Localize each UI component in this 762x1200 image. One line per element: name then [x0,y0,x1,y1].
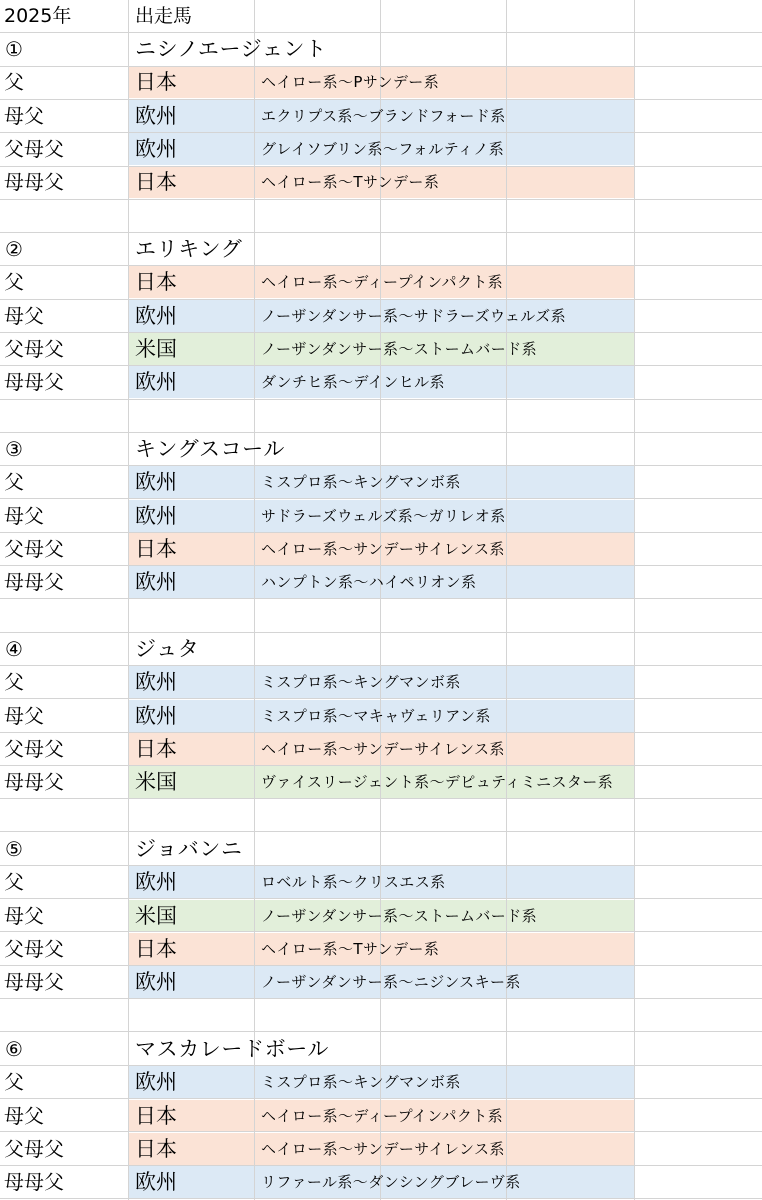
region-cell[interactable]: 日本 [135,270,177,294]
header-year-cell[interactable]: 2025年 [4,5,72,27]
pedigree-position-cell[interactable]: 母母父 [4,570,64,594]
row-gridline [0,1031,762,1032]
region-cell[interactable]: 欧州 [135,304,177,328]
sire-line-cell[interactable]: ヘイロー系～サンデーサイレンス系 [261,540,505,558]
row-gridline [0,632,762,633]
pedigree-position-cell[interactable]: 母父 [4,904,44,928]
horse-number-cell[interactable]: ④ [5,637,23,661]
region-cell[interactable]: 欧州 [135,370,177,394]
pedigree-position-cell[interactable]: 母母父 [4,1170,64,1194]
horse-name-cell[interactable]: ジョバンニ [135,837,243,861]
pedigree-position-cell[interactable]: 父母父 [4,137,64,161]
pedigree-position-cell[interactable]: 母母父 [4,770,64,794]
pedigree-position-cell[interactable]: 父母父 [4,937,64,961]
row-gridline [0,432,762,433]
horse-name-cell[interactable]: ニシノエージェント [135,37,327,61]
pedigree-position-cell[interactable]: 母母父 [4,970,64,994]
row-gridline [0,831,762,832]
sire-line-cell[interactable]: ノーザンダンサー系～サドラーズウェルズ系 [261,307,567,325]
pedigree-position-cell[interactable]: 母父 [4,304,44,328]
pedigree-position-cell[interactable]: 母父 [4,1104,44,1128]
region-cell[interactable]: 米国 [135,904,177,928]
pedigree-position-cell[interactable]: 父 [4,870,24,894]
region-cell[interactable]: 欧州 [135,670,177,694]
sire-line-cell[interactable]: ロベルト系～クリスエス系 [261,873,446,891]
region-cell[interactable]: 日本 [135,937,177,961]
horse-number-cell[interactable]: ① [5,37,23,61]
pedigree-position-cell[interactable]: 父母父 [4,1137,64,1161]
region-cell[interactable]: 日本 [135,537,177,561]
sire-line-cell[interactable]: グレイソブリン系～フォルティノ系 [261,140,505,158]
pedigree-position-cell[interactable]: 父 [4,470,24,494]
sire-line-cell[interactable]: ヘイロー系～Pサンデー系 [261,73,440,91]
sire-line-cell[interactable]: ヘイロー系～ディープインパクト系 [261,1107,504,1125]
region-cell[interactable]: 日本 [135,1104,177,1128]
region-cell[interactable]: 日本 [135,737,177,761]
sire-line-cell[interactable]: ノーザンダンサー系～ストームバード系 [261,340,538,358]
pedigree-position-cell[interactable]: 母父 [4,704,44,728]
region-cell[interactable]: 欧州 [135,470,177,494]
pedigree-position-cell[interactable]: 父 [4,70,24,94]
region-cell[interactable]: 欧州 [135,1070,177,1094]
region-cell[interactable]: 欧州 [135,570,177,594]
pedigree-position-cell[interactable]: 父母父 [4,537,64,561]
pedigree-position-cell[interactable]: 母父 [4,104,44,128]
sire-line-cell[interactable]: ミスプロ系～キングマンボ系 [261,473,461,491]
sire-line-cell[interactable]: エクリプス系～ブランドフォード系 [261,107,506,125]
region-cell[interactable]: 欧州 [135,1170,177,1194]
column-gridline [506,0,507,1200]
row-gridline [0,32,762,33]
sire-line-cell[interactable]: ミスプロ系～マキャヴェリアン系 [261,707,491,725]
horse-name-cell[interactable]: マスカレードボール [135,1037,329,1061]
pedigree-position-cell[interactable]: 父 [4,270,24,294]
region-cell[interactable]: 欧州 [135,970,177,994]
horse-name-cell[interactable]: ジュタ [135,637,200,661]
pedigree-position-cell[interactable]: 母母父 [4,170,64,194]
pedigree-position-cell[interactable]: 父母父 [4,737,64,761]
sire-line-cell[interactable]: ノーザンダンサー系～ストームバード系 [261,907,538,925]
horse-name-cell[interactable]: エリキング [135,237,243,261]
row-gridline [0,232,762,233]
region-cell[interactable]: 日本 [135,170,177,194]
row-gridline [0,199,762,200]
region-cell[interactable]: 日本 [135,1137,177,1161]
pedigree-position-cell[interactable]: 母父 [4,504,44,528]
sire-line-cell[interactable]: ミスプロ系～キングマンボ系 [261,1073,461,1091]
sire-line-cell[interactable]: リファール系～ダンシングブレーヴ系 [261,1173,521,1191]
region-cell[interactable]: 欧州 [135,504,177,528]
region-cell[interactable]: 欧州 [135,704,177,728]
sire-line-cell[interactable]: サドラーズウェルズ系～ガリレオ系 [261,507,506,525]
region-cell[interactable]: 日本 [135,70,177,94]
horse-number-cell[interactable]: ⑥ [5,1037,23,1061]
sire-line-cell[interactable]: ノーザンダンサー系～ニジンスキー系 [261,973,521,991]
column-gridline [254,0,255,1200]
horse-name-cell[interactable]: キングスコール [135,437,285,461]
column-gridline [634,0,635,1200]
pedigree-position-cell[interactable]: 母母父 [4,370,64,394]
sire-line-cell[interactable]: ヘイロー系～Tサンデー系 [261,940,440,958]
header-horse-column-cell[interactable]: 出走馬 [135,5,193,27]
sire-line-cell[interactable]: ヴァイスリージェント系～デピュティミニスター系 [261,773,614,791]
sire-line-cell[interactable]: ヘイロー系～サンデーサイレンス系 [261,740,505,758]
region-cell[interactable]: 米国 [135,337,177,361]
region-cell[interactable]: 欧州 [135,104,177,128]
sire-line-cell[interactable]: ダンチヒ系～デインヒル系 [261,373,445,391]
region-cell[interactable]: 欧州 [135,870,177,894]
row-gridline [0,399,762,400]
sire-line-cell[interactable]: ハンプトン系～ハイペリオン系 [261,573,477,591]
pedigree-position-cell[interactable]: 父 [4,1070,24,1094]
horse-number-cell[interactable]: ③ [5,437,23,461]
region-cell[interactable]: 米国 [135,770,177,794]
pedigree-position-cell[interactable]: 父 [4,670,24,694]
horse-number-cell[interactable]: ⑤ [5,837,23,861]
region-cell[interactable]: 欧州 [135,137,177,161]
sire-line-cell[interactable]: ミスプロ系～キングマンボ系 [261,673,461,691]
sire-line-cell[interactable]: ヘイロー系～ディープインパクト系 [261,273,504,291]
pedigree-position-cell[interactable]: 父母父 [4,337,64,361]
horse-number-cell[interactable]: ② [5,237,23,261]
column-gridline [128,0,129,1200]
sire-line-cell[interactable]: ヘイロー系～サンデーサイレンス系 [261,1140,505,1158]
sire-line-cell[interactable]: ヘイロー系～Tサンデー系 [261,173,440,191]
